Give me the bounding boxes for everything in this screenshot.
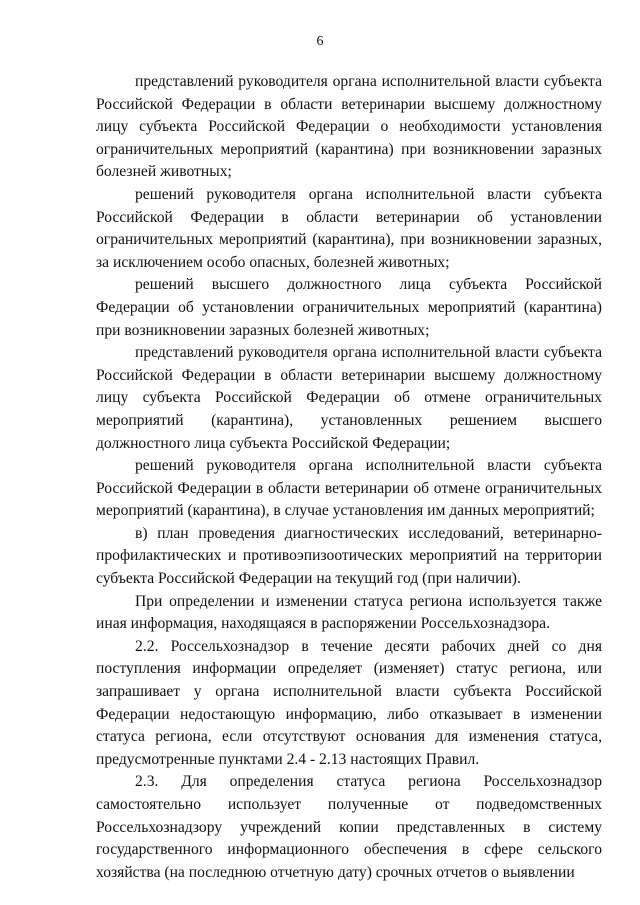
paragraph: При определении и изменении статуса региона используется также иная информация, находящаяся в распоряжении Россельхознадзора. — [96, 592, 602, 633]
paragraph: представлений руководителя органа исполнительной власти субъекта Российской Федерации в области ветеринарии высшему должностному лицу субъекта Российской Федерации о необходимости установления ограничительных мероприятий (карантина) при возникновении заразных болезней животных; — [96, 73, 602, 181]
paragraph: решений руководителя органа исполнительной власти субъекта Российской Федерации в области ветеринарии об установлении ограничительных мероприятий (карантина), при возникновении заразных, за исключением особо опасных, болезней животных; — [96, 185, 602, 271]
paragraph: представлений руководителя органа исполнительной власти субъекта Российской Федерации в области ветеринарии высшему должностному лицу субъекта Российской Федерации об отмене ограничительных мероприятий (карантина), установленных решением высшего должностного лица субъекта Российской Федерации; — [96, 344, 602, 452]
paragraph: решений высшего должностного лица субъекта Российской Федерации об установлении ограничительных мероприятий (карантина) при возникновении заразных болезней животных; — [96, 276, 602, 339]
page-number: 6 — [316, 34, 324, 49]
paragraph: 2.3. Для определения статуса региона Россельхознадзор самостоятельно использует полученные от подведомственных Россельхознадзору учреждений копии представленных в систему государственного информационного обеспечения в сфере сельского хозяйства (на последнюю отчетную дату) срочных отчетов о выявлении — [96, 773, 602, 881]
paragraph: в) план проведения диагностических исследований, ветеринарно-профилактических и противоэпизоотических мероприятий на территории субъекта Российской Федерации на текущий год (при наличии). — [96, 524, 602, 588]
paragraph: 2.2. Россельхознадзор в течение десяти рабочих дней со дня поступления информации определяет (изменяет) статус региона, или запрашивает у органа исполнительной власти субъекта Российской Федерации недостающую информацию, либо отказывает в изменении статуса региона, если отсутствуют основания для изменения статуса, предусмотренные пунктами 2.4 - 2.13 настоящих Правил. — [96, 637, 602, 768]
document-body — [96, 71, 602, 884]
paragraph: решений руководителя органа исполнительной власти субъекта Российской Федерации в области ветеринарии об отмене ограничительных мероприятий (карантина), в случае установления им данных мероприятий; — [96, 457, 602, 520]
